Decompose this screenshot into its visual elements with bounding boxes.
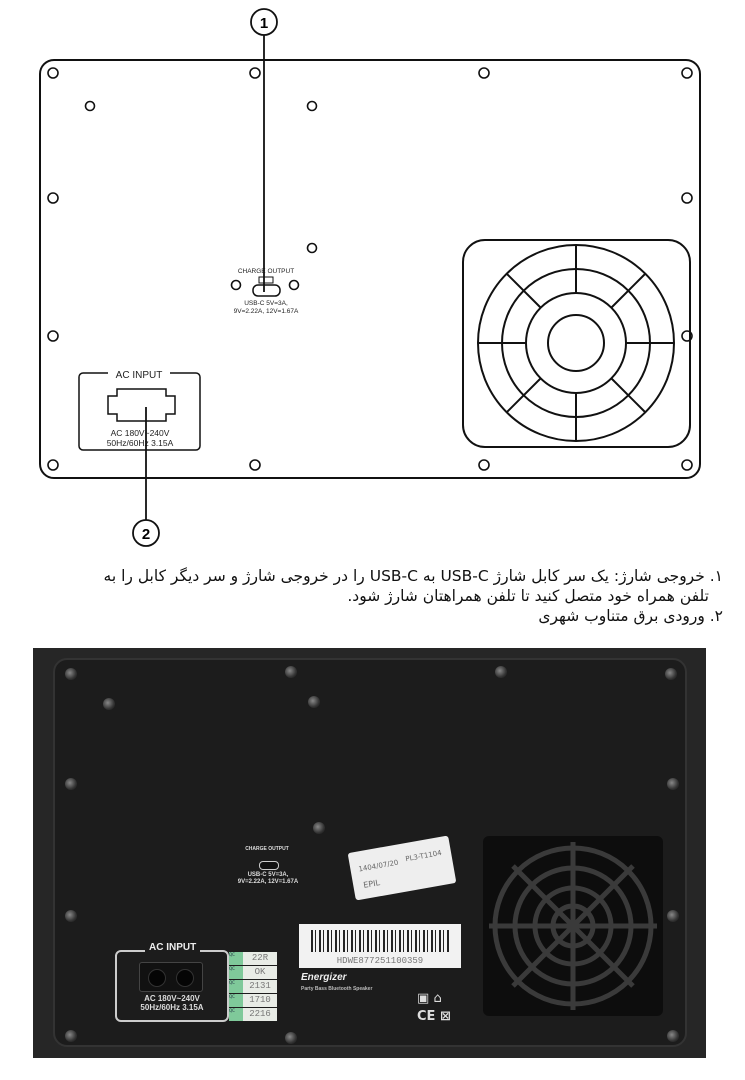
qc-label: QC 1710 <box>229 994 277 1007</box>
screw <box>103 698 115 710</box>
photo-charge-spec-line2: 9V=2.22A, 12V=1.67A <box>237 879 299 885</box>
ce-mark-icon: CE <box>417 1009 436 1024</box>
screw <box>495 666 507 678</box>
brand-logo: Energizer <box>301 972 347 983</box>
sticker-mark: EPIL <box>362 878 381 890</box>
charge-spec-line2: 9V=2.22A, 12V=1.67A <box>233 308 299 315</box>
callout-1 <box>251 9 277 292</box>
product-name: Party Bass Bluetooth Speaker <box>301 986 373 992</box>
photo-charge-spec <box>225 872 311 886</box>
charge-output-diagram <box>234 268 299 315</box>
callout-number: 1 <box>259 15 269 32</box>
instruction-item-1-line-2: تلفن همراه خود متصل کنید تا تلفن همراهتان شارژ شود. <box>347 587 709 605</box>
screw <box>285 666 297 678</box>
double-insulation-icon: ▣ <box>417 991 430 1006</box>
qc-value: 1710 <box>243 994 277 1007</box>
photo-ac-input-label: AC INPUT <box>145 942 200 953</box>
qc-label: QC OK <box>229 966 277 979</box>
barcode <box>311 930 449 952</box>
qc-value: 2131 <box>243 980 277 993</box>
screw <box>313 822 325 834</box>
qc-value: OK <box>243 966 277 979</box>
ac-spec-line1: AC 180V~240V <box>110 428 170 438</box>
qc-value: 22R <box>243 952 277 965</box>
instruction-item-2: ۲. ورودی برق متناوب شهری <box>538 607 723 625</box>
barcode-number: HDWE877251100359 <box>336 956 424 966</box>
ac-input-diagram <box>79 370 200 450</box>
rear-panel-photo <box>33 648 706 1058</box>
screw <box>308 696 320 708</box>
photo-charge-output-label: CHARGE OUTPUT <box>245 846 289 852</box>
photo-ac-spec-line2: 50Hz/60Hz 3.15A <box>140 1003 204 1012</box>
indoor-use-icon: ⌂ <box>433 991 442 1006</box>
photo-panel <box>53 658 687 1047</box>
charge-output-label: CHARGE OUTPUT <box>237 268 295 275</box>
weee-bin-icon: ⊠ <box>439 1009 451 1024</box>
panel-outline <box>40 60 700 478</box>
screw <box>65 1030 77 1042</box>
qc-pass-labels <box>229 952 277 1022</box>
ac-spec-line2: 50Hz/60Hz 3.15A <box>106 438 174 448</box>
callout-number: 2 <box>141 526 151 543</box>
screw <box>665 668 677 680</box>
instructions-text <box>13 566 723 626</box>
usb-c-port[interactable] <box>259 861 279 870</box>
ac-power-socket[interactable] <box>139 962 203 992</box>
barcode-label <box>299 924 461 968</box>
screw <box>667 1030 679 1042</box>
sticker-code: PL3-T1104 <box>404 848 443 864</box>
screw <box>65 910 77 922</box>
screw <box>667 910 679 922</box>
screw-holes <box>48 68 692 470</box>
photo-charge-spec-line1: USB-C 5V=3A, <box>247 872 289 878</box>
qc-label: QC 22R <box>229 952 277 965</box>
charge-spec-line1: USB-C 5V=3A, <box>244 300 288 307</box>
screw <box>667 778 679 790</box>
screw <box>65 778 77 790</box>
sticker-date: 1404/07/20 <box>357 858 400 874</box>
qc-label: QC 2131 <box>229 980 277 993</box>
photo-ac-spec-line1: AC 180V~240V <box>144 994 200 1003</box>
certification-icons <box>417 990 451 1026</box>
photo-fan-grille <box>483 836 663 1016</box>
qc-value: 2216 <box>243 1008 277 1021</box>
qc-label: QC 2216 <box>229 1008 277 1021</box>
photo-ac-spec <box>117 994 227 1012</box>
screw <box>285 1032 297 1044</box>
date-sticker <box>348 836 457 901</box>
instruction-item-1-line-1: ۱. خروجی شارژ: یک سر کابل شارژ USB-C به USB-C را در خروجی شارژ و سر دیگر کابل را به <box>103 567 723 585</box>
screw <box>65 668 77 680</box>
fan-grille <box>463 240 690 447</box>
photo-ac-input <box>115 942 229 1022</box>
ac-input-label: AC INPUT <box>115 370 163 381</box>
